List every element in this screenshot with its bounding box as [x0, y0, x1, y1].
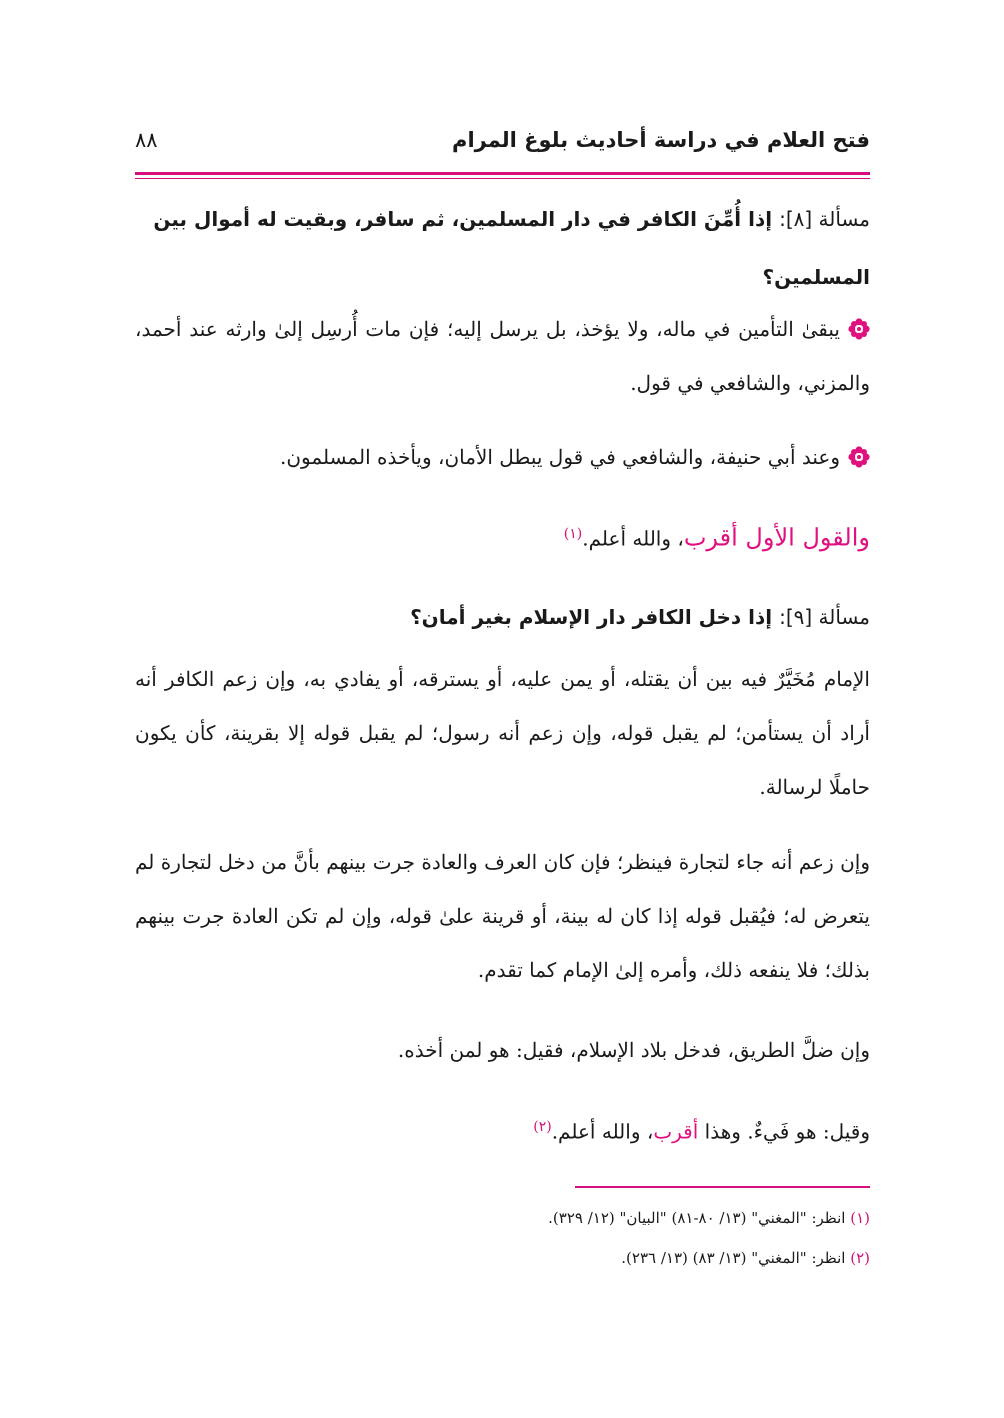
- question-label: مسألة [٨]:: [779, 207, 870, 231]
- question-text: إذا دخل الكافر دار الإسلام بغير أمان؟: [410, 605, 773, 629]
- paragraph-text: وإن ضلَّ الطريق، فدخل بلاد الإسلام، فقيل: هو لمن أخذه.: [397, 1038, 870, 1062]
- paragraph-text: الإمام مُخَيَّرٌ فيه بين أن يقتله، أو يمن عليه، أو يسترقه، أو يفادي به، وإن زعم الكافر أنه أراد أن يستأمن؛ لم يقبل قوله، وإن زعم أنه رسول؛ لم يقبل قوله إلا بقرينة، كأن يكون حاملًا لرسالة.: [135, 667, 870, 799]
- page-number: ٨٨: [135, 128, 158, 152]
- header-rule-thin: [135, 178, 870, 179]
- floral-bullet-icon: [848, 434, 870, 456]
- paragraph-1: [135, 302, 870, 410]
- footnote-number: (١): [850, 1209, 870, 1227]
- question-label: مسألة [٩]:: [779, 605, 870, 629]
- footnote-2: [135, 1242, 870, 1274]
- paragraph-text: وعند أبي حنيفة، والشافعي في قول يبطل الأمان، ويأخذه المسلمون.: [280, 445, 840, 469]
- page-header: [135, 128, 870, 168]
- footnote-marker[interactable]: (١): [563, 526, 583, 542]
- conclusion-highlight: والقول الأول أقرب: [683, 523, 870, 552]
- footnote-1: [135, 1202, 870, 1234]
- paragraph-6: [135, 1023, 870, 1077]
- paragraph-text: وإن زعم أنه جاء لتجارة فينظر؛ فإن كان العرف والعادة جرت بينهم بأنَّ من دخل لتجارة لم يتعرض له؛ فيُقبل قوله إذا كان له بينة، أو قرينة علىٰ قوله، وإن لم تكن العادة جرت بينهم بذلك؛ فلا ينفعه ذلك، وأمره إلىٰ الإمام كما تقدم.: [135, 850, 870, 982]
- question-text: إذا أُمِّنَ الكافر في دار المسلمين، ثم سافر، وبقيت له أموال بين المسلمين؟: [153, 207, 870, 289]
- paragraph-text: يبقىٰ التأمين في ماله، ولا يؤخذ، بل يرسل إليه؛ فإن مات أُرسِل إلىٰ وارثه عند أحمد، والمزني، والشافعي في قول.: [135, 317, 870, 395]
- paragraph-7: [135, 1100, 870, 1159]
- paragraph-text: ، والله أعلم.: [582, 526, 684, 551]
- question-9: [135, 588, 870, 646]
- paragraph-4: [135, 652, 870, 814]
- floral-bullet-icon: [848, 306, 870, 328]
- footnote-text: انظر: "المغني" (١٣/ ٨٠-٨١) "البيان" (١٢/ ٣٢٩).: [548, 1209, 846, 1227]
- paragraph-2: [135, 430, 870, 484]
- header-rule-thick: [135, 172, 870, 175]
- footnote-text: انظر: "المغني" (١٣/ ٨٣) (١٣/ ٢٣٦).: [621, 1249, 846, 1267]
- running-title: فتح العلام في دراسة أحاديث بلوغ المرام: [452, 128, 870, 152]
- paragraph-text: وقيل: هو فَيءٌ. وهذا: [698, 1119, 870, 1144]
- footnote-marker[interactable]: (٢): [533, 1119, 552, 1135]
- question-8: [135, 190, 870, 306]
- paragraph-text: ، والله أعلم.: [551, 1119, 654, 1144]
- conclusion-highlight: أقرب: [653, 1119, 699, 1144]
- paragraph-3: [135, 507, 870, 566]
- footnote-separator: [575, 1186, 870, 1188]
- footnote-number: (٢): [850, 1249, 870, 1267]
- paragraph-5: [135, 835, 870, 997]
